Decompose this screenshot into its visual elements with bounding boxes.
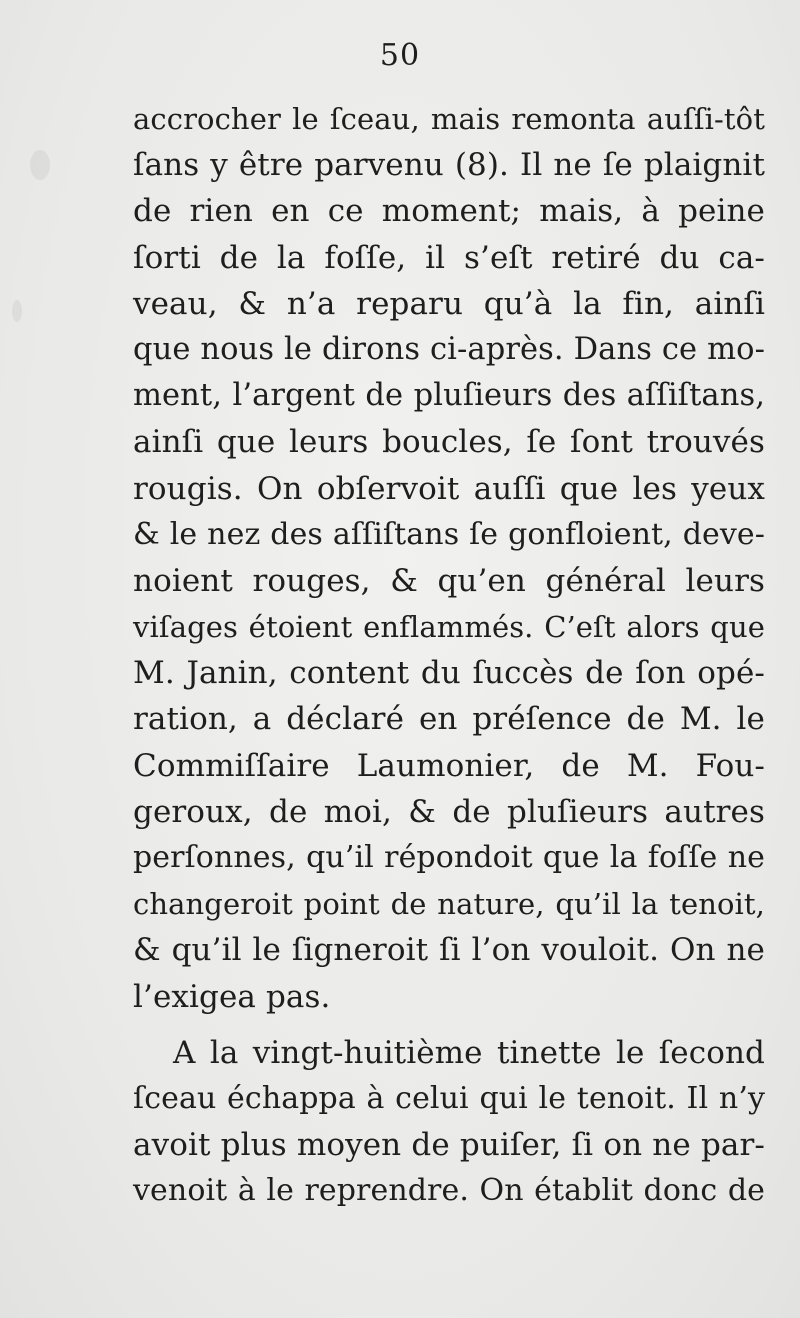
- text-line: ment, l’argent de pluſieurs des aſſiſtans,: [133, 378, 765, 414]
- text-line: ration, a déclaré en préſence de M. le: [133, 701, 765, 738]
- text-line: ſceau échappa à celui qui le tenoit. Il n’y: [133, 1080, 765, 1116]
- text-line: rougis. On obſervoit auſſi que les yeux: [133, 470, 765, 507]
- text-line: perſonnes, qu’il répondoit que la foſſe ne: [133, 840, 765, 875]
- paper-stain: [12, 300, 22, 322]
- text-line: & qu’il le ſigneroit ſi l’on vouloit. On ne: [133, 932, 765, 969]
- text-line: que nous le dirons ci-après. Dans ce mo-: [133, 331, 765, 367]
- text-line: Commiſſaire Laumonier, de M. Fou-: [133, 747, 765, 784]
- paragraph: [133, 1030, 765, 1215]
- text-line: ainſi que leurs boucles, ſe ſont trouvés: [133, 424, 765, 461]
- text-line: accrocher le ſceau, mais remonta auſſi-tôt: [133, 102, 765, 136]
- text-line: veau, & n’a reparu qu’à la fin, ainſi: [133, 285, 765, 322]
- text-line: viſages étoient enflammés. C’eſt alors que: [133, 610, 765, 645]
- text-line: ſans y être parvenu (8). Il ne ſe plaignit: [133, 147, 765, 184]
- text-line: l’exigea pas.: [133, 978, 331, 1015]
- text-line: avoit plus moyen de puiſer, ſi on ne par-: [133, 1127, 765, 1164]
- page-number: 50: [379, 38, 421, 73]
- paragraph: [133, 96, 765, 1020]
- text-line: A la vingt-huitième tinette le ſecond: [173, 1034, 765, 1071]
- text-line: noient rouges, & qu’en général leurs: [133, 562, 765, 599]
- text-line: venoit à le reprendre. On établit donc de: [133, 1173, 765, 1209]
- text-line: M. Janin, content du ſuccès de ſon opé-: [133, 655, 765, 692]
- text-line: ſorti de la foſſe, il s’eſt retiré du ca-: [133, 239, 765, 276]
- text-line: changeroit point de nature, qu’il la tenoit,: [133, 887, 765, 922]
- text-line: geroux, de moi, & de pluſieurs autres: [133, 793, 765, 830]
- paper-stain: [30, 150, 50, 180]
- text-line: de rien en ce moment; mais, à peine: [133, 193, 765, 230]
- body-text: [133, 96, 765, 1215]
- text-line: & le nez des aſſiſtans ſe gonfloient, deve-: [133, 516, 765, 552]
